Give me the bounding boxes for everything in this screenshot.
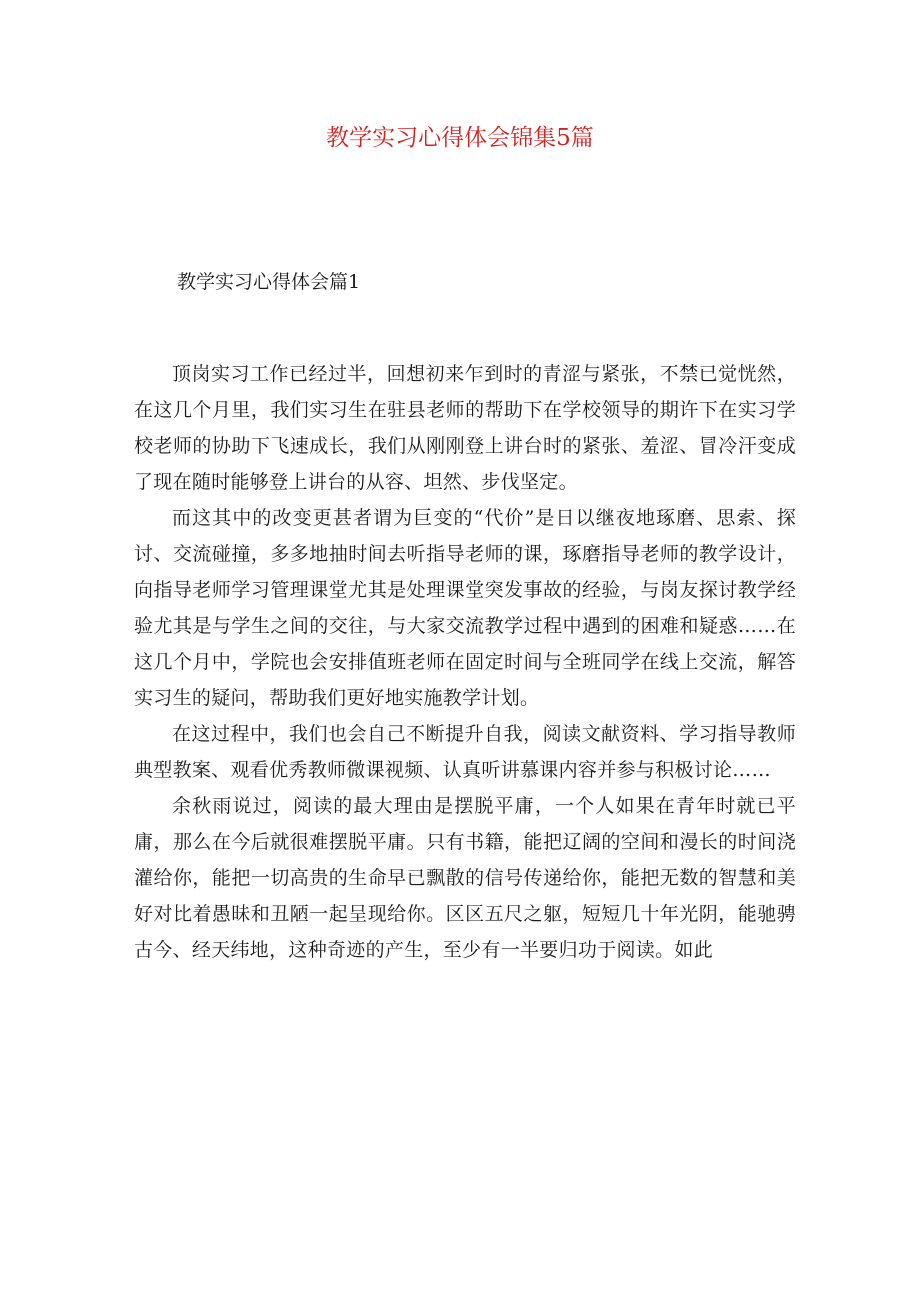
paragraph: 余秋雨说过，阅读的最大理由是摆脱平庸，一个人如果在青年时就已平庸，那么在今后就很难摆脱平庸。只有书籍，能把辽阔的空间和漫长的时间浇灌给你，能把一切高贵的生命早已飘散的信号传递给你，能把无数的智慧和美好对比着愚昧和丑陋一起呈现给你。区区五尺之躯，短短几十年光阴，能驰骋古今、经天纬地，这种奇迹的产生，至少有一半要归功于阅读。如此 (134, 795, 796, 961)
document-body (134, 356, 796, 968)
paragraph: 顶岗实习工作已经过半，回想初来乍到时的青涩与紧张，不禁已觉恍然，在这几个月里，我们实习生在驻县老师的帮助下在学校领导的期许下在实习学校老师的协助下飞速成长，我们从刚刚登上讲台时的紧张、羞涩、冒冷汗变成了现在随时能够登上讲台的从容、坦然、步伐坚定。 (134, 363, 796, 493)
paragraph: 在这过程中，我们也会自己不断提升自我，阅读文献资料、学习指导教师典型教案、观看优秀教师微课视频、认真听讲慕课内容并参与积极讨论…… (134, 723, 796, 781)
section-heading: 教学实习心得体会篇1 (177, 271, 361, 293)
paragraph: 而这其中的改变更甚者谓为巨变的“代价”是日以继夜地琢磨、思索、探讨、交流碰撞，多多地抽时间去听指导老师的课，琢磨指导老师的教学设计，向指导老师学习管理课堂尤其是处理课堂突发事故的经验，与岗友探讨教学经验尤其是与学生之间的交往，与大家交流教学过程中遇到的困难和疑惑……在这几个月中，学院也会安排值班老师在固定时间与全班同学在线上交流，解答实习生的疑问，帮助我们更好地实施教学计划。 (134, 507, 796, 709)
document-title: 教学实习心得体会锦集5篇 (326, 125, 594, 151)
